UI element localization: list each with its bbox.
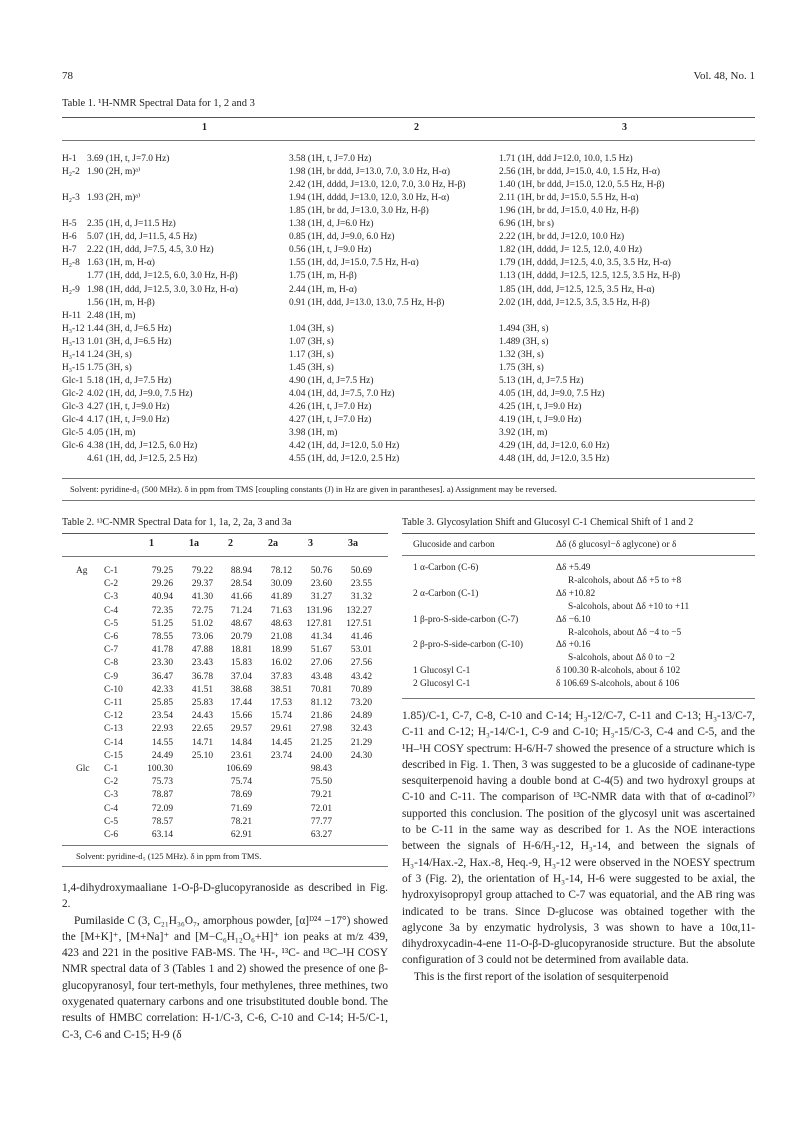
table3-shift-value: S-alcohols, about Δδ 0 to −2 xyxy=(568,653,675,664)
table2-cell: 41.89 xyxy=(270,592,292,603)
table2-cell: 25.85 xyxy=(151,698,173,708)
table1-cell: 1.75 (3H, s) xyxy=(87,362,132,373)
table1-cell: 4.04 (1H, dd, J=7.5, 7.0 Hz) xyxy=(289,388,395,399)
table1-cell: 3.58 (1H, t, J=7.0 Hz) xyxy=(289,154,372,164)
table1-cell: 1.56 (1H, m, H-β) xyxy=(87,297,155,308)
table3-glucoside-label: 1 β-pro-S-side-carbon (C-7) xyxy=(413,614,519,625)
table1-row-label: H-11 xyxy=(62,310,81,321)
table2-cell: 24.30 xyxy=(350,750,372,761)
table2-cell: 15.66 xyxy=(230,711,252,722)
table2-cell: 81.12 xyxy=(310,698,332,708)
table2-cell: 42.33 xyxy=(151,684,173,695)
table2-cell: 41.78 xyxy=(151,645,173,656)
table2-cell: 21.08 xyxy=(270,632,292,642)
table1-cell: 1.13 (1H, dddd, J=12.5, 12.5, 12.5, 3.5 Hz, H-β) xyxy=(499,271,681,282)
table2-cell: 78.21 xyxy=(230,816,252,827)
table2-header-rule xyxy=(62,556,388,557)
table2-cell: 18.99 xyxy=(270,645,292,656)
table2-cell: 72.09 xyxy=(151,803,173,814)
table3-shift-value: Δδ −6.10 xyxy=(556,614,591,625)
table2-cell: 29.26 xyxy=(151,579,173,590)
page-number: 78 xyxy=(62,70,73,82)
table2-cell: 25.83 xyxy=(191,698,213,708)
table1-cell: 1.44 (3H, d, J=6.5 Hz) xyxy=(87,323,172,334)
table2-cell: 79.25 xyxy=(151,566,173,576)
table3-glucoside-label: 1 Glucosyl C-1 xyxy=(413,666,471,677)
table2-cell: 78.55 xyxy=(151,632,173,642)
table2-carbon-label: C-4 xyxy=(104,605,119,616)
table2-cell: 48.63 xyxy=(270,618,292,629)
table1-cell: 1.63 (1H, m, H-α) xyxy=(87,258,155,269)
table2-cell: 24.43 xyxy=(191,711,213,722)
table2-carbon-label: C-11 xyxy=(104,698,123,708)
table1-cell: 4.48 (1H, dd, J=12.0, 3.5 Hz) xyxy=(499,454,610,465)
table2-cell: 23.30 xyxy=(151,658,173,669)
table1-cell: 4.29 (1H, dd, J=12.0, 6.0 Hz) xyxy=(499,441,610,452)
table3-glucoside-label: 2 α-Carbon (C-1) xyxy=(413,588,479,599)
table1-cell: 2.22 (1H, br dd, J=12.0, 10.0 Hz) xyxy=(499,232,625,243)
table1-cell: 4.38 (1H, dd, J=12.5, 6.0 Hz) xyxy=(87,441,198,452)
table1-cell: 4.17 (1H, t, J=9.0 Hz) xyxy=(87,415,170,425)
table2-cell: 72.35 xyxy=(151,605,173,616)
table2-carbon-label: C-6 xyxy=(104,830,119,840)
table2-cell: 40.94 xyxy=(151,592,173,603)
left-paragraph-2: Pumilaside C (3, C₂₁H₃₆O₇, amorphous powder, [α]ᴰ²⁴ −17°) showed the [M+K]⁺, [M+Na]⁺ and [M−C₆H₁₂O₆+H]⁺ ion peaks at m/z 439, 423 and 221 in the positive FAB-MS. The ¹H-, ¹³C- and ¹³C–¹H COSY NMR spectral data of 3 (Tables 1 and 2) showed the presence of one β-glucopyranosyl, four tert-methyls, four methylenes, three methines, two oxygenated quaternary carbons and one trisubstituted double bond. The results of HMBC correlation: H-1/C-3, C-6, C-10 and C-14; H-5/C-1, C-3, C-6 and C-15; H-9 (δ xyxy=(62,914,388,1041)
table2-carbon-label: C-14 xyxy=(104,737,123,748)
table1-cell: 3.92 (1H, m) xyxy=(499,428,548,439)
table2-cell: 50.76 xyxy=(310,566,332,576)
table2-carbon-label: C-12 xyxy=(104,711,123,722)
table2-carbon-label: C-4 xyxy=(104,803,119,814)
table2-cell: 78.87 xyxy=(151,790,173,801)
table3-col2-header: Δδ (δ glucosyl−δ aglycone) or δ xyxy=(556,540,677,550)
table2-carbon-label: C-1 xyxy=(104,764,119,774)
table2-carbon-label: C-2 xyxy=(104,579,119,590)
table2-cell: 100.30 xyxy=(147,764,173,774)
table3-top-rule xyxy=(402,533,755,534)
table3-col1-header: Glucoside and carbon xyxy=(413,540,495,550)
table1-cell: 5.13 (1H, d, J=7.5 Hz) xyxy=(499,375,584,386)
table1-cell: 1.90 (2H, m)ᵃ⁾ xyxy=(87,167,141,178)
table1-header xyxy=(62,122,755,136)
table2-cell: 75.50 xyxy=(310,777,332,788)
table1-cell: 6.96 (1H, br s) xyxy=(499,219,554,230)
table1-cell: 2.02 (1H, ddd, J=12.5, 3.5, 3.5 Hz, H-β) xyxy=(499,297,650,308)
table3-header-rule xyxy=(402,555,755,556)
table2-cell: 75.74 xyxy=(230,777,252,788)
table2-cell: 127.51 xyxy=(346,618,372,629)
table2-cell: 36.47 xyxy=(151,671,173,682)
left-column-text xyxy=(62,880,388,1043)
table2-cell: 21.29 xyxy=(350,737,372,748)
table3-shift-value: Δδ +10.82 xyxy=(556,588,596,599)
table1-caption: Table 1. ¹H-NMR Spectral Data for 1, 2 and 3 xyxy=(62,98,255,109)
table1-cell: 1.82 (1H, dddd, J= 12.5, 12.0, 4.0 Hz) xyxy=(499,245,643,256)
table2-cell: 37.04 xyxy=(230,671,252,682)
table2-cell: 27.56 xyxy=(350,658,372,669)
table2-cell: 41.51 xyxy=(191,684,213,695)
table2-cell: 14.45 xyxy=(270,737,292,748)
table1-cell: 1.489 (3H, s) xyxy=(499,336,549,347)
table2-cell: 77.77 xyxy=(310,816,332,827)
table3-shift-value: R-alcohols, about Δδ −4 to −5 xyxy=(568,627,682,638)
table3-shift-value: Δδ +5.49 xyxy=(556,563,591,573)
table1-footnote: Solvent: pyridine-d₅ (500 MHz). δ in ppm from TMS [coupling constants (J) in Hz are given in parantheses]. a) Assignment may be reversed. xyxy=(70,484,557,494)
table3-caption: Table 3. Glycosylation Shift and Glucosyl C-1 Chemical Shift of 1 and 2 xyxy=(402,517,694,528)
table1-cell: 0.56 (1H, t, J=9.0 Hz) xyxy=(289,245,372,256)
table2-cell: 50.69 xyxy=(350,566,372,576)
table1-cell: 1.77 (1H, ddd, J=12.5, 6.0, 3.0 Hz, H-β) xyxy=(87,271,238,282)
table2-cell: 53.01 xyxy=(350,645,372,656)
table1-cell: 1.85 (1H, ddd, J=12.5, 12.5, 3.5 Hz, H-α) xyxy=(499,284,655,295)
table1-cell: 4.61 (1H, dd, J=12.5, 2.5 Hz) xyxy=(87,454,198,465)
table2-cell: 27.98 xyxy=(310,724,332,735)
table1-row-label: Glc-3 xyxy=(62,401,84,412)
table1-row-label: H-1 xyxy=(62,154,77,164)
table2-cell: 51.67 xyxy=(310,645,332,656)
table2-cell: 30.09 xyxy=(270,579,292,590)
table2-cell: 23.60 xyxy=(310,579,332,590)
table2-group-label: Ag xyxy=(76,566,88,576)
table1-cell: 4.27 (1H, t, J=7.0 Hz) xyxy=(289,415,372,425)
table1-cell: 1.71 (1H, ddd J=12.0, 10.0, 1.5 Hz) xyxy=(499,154,633,164)
table1-cell: 2.48 (1H, m) xyxy=(87,310,136,321)
table2-cell: 24.89 xyxy=(350,711,372,722)
table2-cell: 29.37 xyxy=(191,579,213,590)
table2-col-header: 3a xyxy=(348,538,358,549)
table1-col-3-header: 3 xyxy=(622,122,627,133)
table3-glucoside-label: 2 β-pro-S-side-carbon (C-10) xyxy=(413,640,523,651)
table1-cell: 1.07 (3H, s) xyxy=(289,336,334,347)
table1-row-label: Glc-4 xyxy=(62,415,84,425)
table2-cell: 14.55 xyxy=(151,737,173,748)
table2-cell: 37.83 xyxy=(270,671,292,682)
table1-cell: 1.98 (1H, br ddd, J=13.0, 7.0, 3.0 Hz, H-α) xyxy=(289,167,450,178)
table3-glucoside-label: 1 α-Carbon (C-6) xyxy=(413,563,479,573)
table1-cell: 3.98 (1H, m) xyxy=(289,428,338,439)
table2-carbon-label: C-6 xyxy=(104,632,119,642)
table1-cell: 1.94 (1H, dddd, J=13.0, 12.0, 3.0 Hz, H-α) xyxy=(289,193,450,204)
table2-carbon-label: C-5 xyxy=(104,618,119,629)
table1-cell: 1.96 (1H, br dd, J=15.0, 4.0 Hz, H-β) xyxy=(499,206,639,217)
table3-shift-value: δ 100.30 R-alcohols, about δ 102 xyxy=(556,666,681,677)
table2-cell: 38.51 xyxy=(270,684,292,695)
table2-group-label: Glc xyxy=(76,764,90,774)
table1-cell: 1.04 (3H, s) xyxy=(289,323,334,334)
table1-row-label: Glc-5 xyxy=(62,428,84,439)
table2-cell: 28.54 xyxy=(230,579,252,590)
table2-cell: 21.86 xyxy=(310,711,332,722)
table1-row-label: H-5 xyxy=(62,219,77,230)
table1-cell: 1.55 (1H, dd, J=15.0, 7.5 Hz, H-α) xyxy=(289,258,419,269)
table2-caption: Table 2. ¹³C-NMR Spectral Data for 1, 1a, 2, 2a, 3 and 3a xyxy=(62,517,292,528)
table2-cell: 48.67 xyxy=(230,618,252,629)
table1-row-label: Glc-1 xyxy=(62,375,84,386)
table2-carbon-label: C-1 xyxy=(104,566,119,576)
table1-cell: 1.01 (3H, d, J=6.5 Hz) xyxy=(87,336,172,347)
table1-cell: 2.44 (1H, m, H-α) xyxy=(289,284,357,295)
table2-cell: 14.71 xyxy=(191,737,213,748)
table2-cell: 79.21 xyxy=(310,790,332,801)
table2-col-header: 1a xyxy=(189,538,199,549)
right-column-text xyxy=(402,708,755,985)
table2-col-header: 1 xyxy=(149,538,154,549)
table1-cell: 4.42 (1H, dd, J=12.0, 5.0 Hz) xyxy=(289,441,400,452)
table1-cell: 2.22 (1H, ddd, J=7.5, 4.5, 3.0 Hz) xyxy=(87,245,214,256)
table2-cell: 15.83 xyxy=(230,658,252,669)
table1-cell: 4.05 (1H, m) xyxy=(87,428,136,439)
table1-cell: 2.11 (1H, br dd, J=15.0, 5.5 Hz, H-α) xyxy=(499,193,639,204)
table1-cell: 0.85 (1H, dd, J=9.0, 6.0 Hz) xyxy=(289,232,395,243)
table1-cell: 1.494 (3H, s) xyxy=(499,323,549,334)
table2-cell: 18.81 xyxy=(230,645,252,656)
table1-cell: 4.19 (1H, t, J=9.0 Hz) xyxy=(499,415,582,425)
table3-shift-value: δ 106.69 S-alcohols, about δ 106 xyxy=(556,679,680,690)
table1-row-label: H₂-2 xyxy=(62,167,80,178)
table1-row-label: H₂-8 xyxy=(62,258,80,269)
table2-cell: 63.14 xyxy=(151,830,173,840)
table2-cell: 21.25 xyxy=(310,737,332,748)
table3-bottom-rule xyxy=(402,698,755,699)
table1-cell: 5.18 (1H, d, J=7.5 Hz) xyxy=(87,375,172,386)
table2-cell: 70.81 xyxy=(310,684,332,695)
table2-cell: 20.79 xyxy=(230,632,252,642)
table2-cell: 106.69 xyxy=(226,764,252,774)
table2-cell: 27.06 xyxy=(310,658,332,669)
table2-cell: 78.69 xyxy=(230,790,252,801)
table2-cell: 71.63 xyxy=(270,605,292,616)
table2-cell: 32.43 xyxy=(350,724,372,735)
table1-row-label: H₂-9 xyxy=(62,284,80,295)
table2-cell: 70.89 xyxy=(350,684,372,695)
table1-cell: 2.56 (1H, br ddd, J=15.0, 4.0, 1.5 Hz, H-α) xyxy=(499,167,660,178)
table2-top-rule xyxy=(62,533,388,534)
table2-cell: 31.32 xyxy=(350,592,372,603)
table2-carbon-label: C-5 xyxy=(104,816,119,827)
table2-cell: 36.78 xyxy=(191,671,213,682)
table2-cell: 23.43 xyxy=(191,658,213,669)
table3-shift-value: Δδ +0.16 xyxy=(556,640,591,651)
table2-cell: 72.75 xyxy=(191,605,213,616)
table2-cell: 17.44 xyxy=(230,698,252,708)
table2-cell: 73.06 xyxy=(191,632,213,642)
table2-cell: 131.96 xyxy=(306,605,332,616)
table1-cell: 1.40 (1H, br ddd, J=15.0, 12.0, 5.5 Hz, H-β) xyxy=(499,180,665,191)
table2-cell: 16.02 xyxy=(270,658,292,669)
table2-cell: 15.74 xyxy=(270,711,292,722)
table2-header xyxy=(62,538,392,552)
table1-cell: 1.79 (1H, dddd, J=12.5, 4.0, 3.5, 3.5 Hz, H-α) xyxy=(499,258,671,269)
table1-cell: 1.98 (1H, ddd, J=12.5, 3.0, 3.0 Hz, H-α) xyxy=(87,284,238,295)
table1-cell: 1.32 (3H, s) xyxy=(499,349,544,360)
table1-top-rule xyxy=(62,117,755,118)
table1-cell: 1.45 (3H, s) xyxy=(289,362,334,373)
journal-volume: Vol. 48, No. 1 xyxy=(693,70,755,82)
table2-cell: 24.00 xyxy=(310,750,332,761)
table2-cell: 22.93 xyxy=(151,724,173,735)
table2-footnote-rule xyxy=(62,866,388,867)
table1-cell: 1.24 (3H, s) xyxy=(87,349,132,360)
table2-cell: 41.30 xyxy=(191,592,213,603)
table2-cell: 17.53 xyxy=(270,698,292,708)
table2-cell: 127.81 xyxy=(306,618,332,629)
table2-cell: 24.49 xyxy=(151,750,173,761)
table2-cell: 29.57 xyxy=(230,724,252,735)
table1-cell: 1.75 (3H, s) xyxy=(499,362,544,373)
table3-body xyxy=(402,563,755,691)
table1-cell: 4.25 (1H, t, J=9.0 Hz) xyxy=(499,401,582,412)
table2-cell: 88.94 xyxy=(230,566,252,576)
table1-row-label: H₃-13 xyxy=(62,336,85,347)
table2-cell: 25.10 xyxy=(191,750,213,761)
table2-cell: 23.55 xyxy=(350,579,372,590)
table2-cell: 29.61 xyxy=(270,724,292,735)
table2-carbon-label: C-8 xyxy=(104,658,119,669)
table2-cell: 73.20 xyxy=(350,698,372,708)
right-paragraph-1: 1.85)/C-1, C-7, C-8, C-10 and C-14; H₃-12/C-7, C-11 and C-13; H₃-13/C-7, C-11 and C-12; H₃-14/C-1, C-9 and C-10; H₃-15/C-3, C-4 and C-5, and the ¹H–¹H COSY spectrum: H-6/H-7 showed the presence of a structure which is described in Fig. 1. Then, 3 was suggested to be a glucoside of cadinane-type sesquiterpenoid having a double bond at C-4(5) and two hydroxyl groups at C-10 and C-11. The comparison of ¹³C-NMR data with that of α-cadinol⁷⁾ supported this conclusion. The position of the glycosyl unit was ascertained to be C-11 in the same way as described for 1. As the NOE interactions between the signals of H-6/H₃-12, H₃-14, and between the signals of H₃-14/Hax.-2, Hax.-8, Heq.-9, H₃-12 were observed in the NOESY spectrum of 3 (Fig. 2), the orientation of H₃-14, H-6 were suggested to be axial, the hydroxyisopropyl group attached to C-7 was equatorial, and the AB ring was indicated to be trans. Since D-glucose was obtained together with the aglycone 3a by enzymatic hydrolysis, 3 was shown to have a 10α,11-dihydroxycadin-4-ene 11-O-β-D-glucopyranoside structure. But the absolute configuration of 3 could not be determined from available data. xyxy=(402,710,755,967)
left-paragraph-1: 1,4-dihydroxymaaliane 1-O-β-D-glucopyranoside as described in Fig. 2. xyxy=(62,882,388,911)
table2-bottom-rule xyxy=(62,845,388,846)
table2-cell: 51.02 xyxy=(191,618,213,629)
table3-shift-value: S-alcohols, about Δδ +10 to +11 xyxy=(568,601,690,612)
table2-cell: 78.12 xyxy=(270,566,292,576)
table1-header-rule xyxy=(62,140,755,141)
table1-cell: 2.42 (1H, dddd, J=13.0, 12.0, 7.0, 3.0 Hz, H-β) xyxy=(289,180,466,191)
table2-cell: 41.66 xyxy=(230,592,252,603)
table2-cell: 43.42 xyxy=(350,671,372,682)
table1-row-label: H₃-14 xyxy=(62,349,85,360)
table2-cell: 23.74 xyxy=(270,750,292,761)
table2-footnote: Solvent: pyridine-d₅ (125 MHz). δ in ppm from TMS. xyxy=(76,851,262,861)
table2-cell: 41.34 xyxy=(310,632,332,642)
table2-cell: 75.73 xyxy=(151,777,173,788)
table2-carbon-label: C-15 xyxy=(104,750,123,761)
table1-cell: 4.55 (1H, dd, J=12.0, 2.5 Hz) xyxy=(289,454,400,465)
table2-carbon-label: C-13 xyxy=(104,724,123,735)
table1-cell: 0.91 (1H, ddd, J=13.0, 13.0, 7.5 Hz, H-β) xyxy=(289,297,445,308)
table2-cell: 43.48 xyxy=(310,671,332,682)
table2-cell: 14.84 xyxy=(230,737,252,748)
table1-cell: 1.85 (1H, br dd, J=13.0, 3.0 Hz, H-β) xyxy=(289,206,429,217)
table1-cell: 2.35 (1H, d, J=11.5 Hz) xyxy=(87,219,176,230)
table1-cell: 1.93 (2H, m)ᵃ⁾ xyxy=(87,193,141,204)
table1-row-label: H₃-12 xyxy=(62,323,85,334)
table2-carbon-label: C-7 xyxy=(104,645,119,656)
table2-cell: 79.22 xyxy=(191,566,213,576)
table1-body xyxy=(62,153,755,468)
table2-cell: 31.27 xyxy=(310,592,332,603)
table1-row-label: H-7 xyxy=(62,245,77,256)
table1-cell: 4.05 (1H, dd, J=9.0, 7.5 Hz) xyxy=(499,388,605,399)
table2-body xyxy=(62,566,392,841)
table2-cell: 22.65 xyxy=(191,724,213,735)
table1-cell: 1.38 (1H, d, J=6.0 Hz) xyxy=(289,219,374,230)
table2-cell: 41.46 xyxy=(350,632,372,642)
table1-cell: 4.27 (1H, t, J=9.0 Hz) xyxy=(87,401,170,412)
table1-cell: 4.90 (1H, d, J=7.5 Hz) xyxy=(289,375,374,386)
table2-cell: 132.27 xyxy=(346,605,372,616)
table1-row-label: H₂-3 xyxy=(62,193,80,204)
table2-col-header: 2a xyxy=(268,538,278,549)
table2-carbon-label: C-3 xyxy=(104,592,119,603)
table1-footnote-rule xyxy=(62,500,755,501)
table1-cell: 3.69 (1H, t, J=7.0 Hz) xyxy=(87,154,170,164)
table1-col-1-header: 1 xyxy=(202,122,207,133)
table2-cell: 62.91 xyxy=(230,830,252,840)
table2-cell: 23.54 xyxy=(151,711,173,722)
table1-row-label: Glc-2 xyxy=(62,388,84,399)
table1-cell: 5.07 (1H, dd, J=11.5, 4.5 Hz) xyxy=(87,232,197,243)
table2-cell: 78.57 xyxy=(151,816,173,827)
table2-cell: 51.25 xyxy=(151,618,173,629)
table1-cell: 4.26 (1H, t, J=7.0 Hz) xyxy=(289,401,372,412)
table2-col-header: 2 xyxy=(228,538,233,549)
table1-row-label: H-6 xyxy=(62,232,77,243)
table2-carbon-label: C-10 xyxy=(104,684,123,695)
table2-carbon-label: C-3 xyxy=(104,790,119,801)
table3-shift-value: R-alcohols, about Δδ +5 to +8 xyxy=(568,575,682,586)
table2-cell: 47.88 xyxy=(191,645,213,656)
table2-cell: 38.68 xyxy=(230,684,252,695)
table2-col-header: 3 xyxy=(308,538,313,549)
table2-cell: 71.69 xyxy=(230,803,252,814)
table2-cell: 98.43 xyxy=(310,764,332,774)
table1-row-label: H₃-15 xyxy=(62,362,85,373)
table1-cell: 1.75 (1H, m, H-β) xyxy=(289,271,357,282)
table1-col-2-header: 2 xyxy=(414,122,419,133)
table1-bottom-rule xyxy=(62,478,755,479)
table2-cell: 71.24 xyxy=(230,605,252,616)
table3-glucoside-label: 2 Glucosyl C-1 xyxy=(413,679,471,690)
table1-cell: 4.02 (1H, dd, J=9.0, 7.5 Hz) xyxy=(87,388,193,399)
table2-carbon-label: C-9 xyxy=(104,671,119,682)
table1-cell: 1.17 (3H, s) xyxy=(289,349,334,360)
table1-row-label: Glc-6 xyxy=(62,441,84,452)
table2-cell: 23.61 xyxy=(230,750,252,761)
table2-carbon-label: C-2 xyxy=(104,777,119,788)
table2-cell: 72.01 xyxy=(310,803,332,814)
table2-cell: 63.27 xyxy=(310,830,332,840)
right-paragraph-2: This is the first report of the isolation of sesquiterpenoid xyxy=(414,970,669,983)
